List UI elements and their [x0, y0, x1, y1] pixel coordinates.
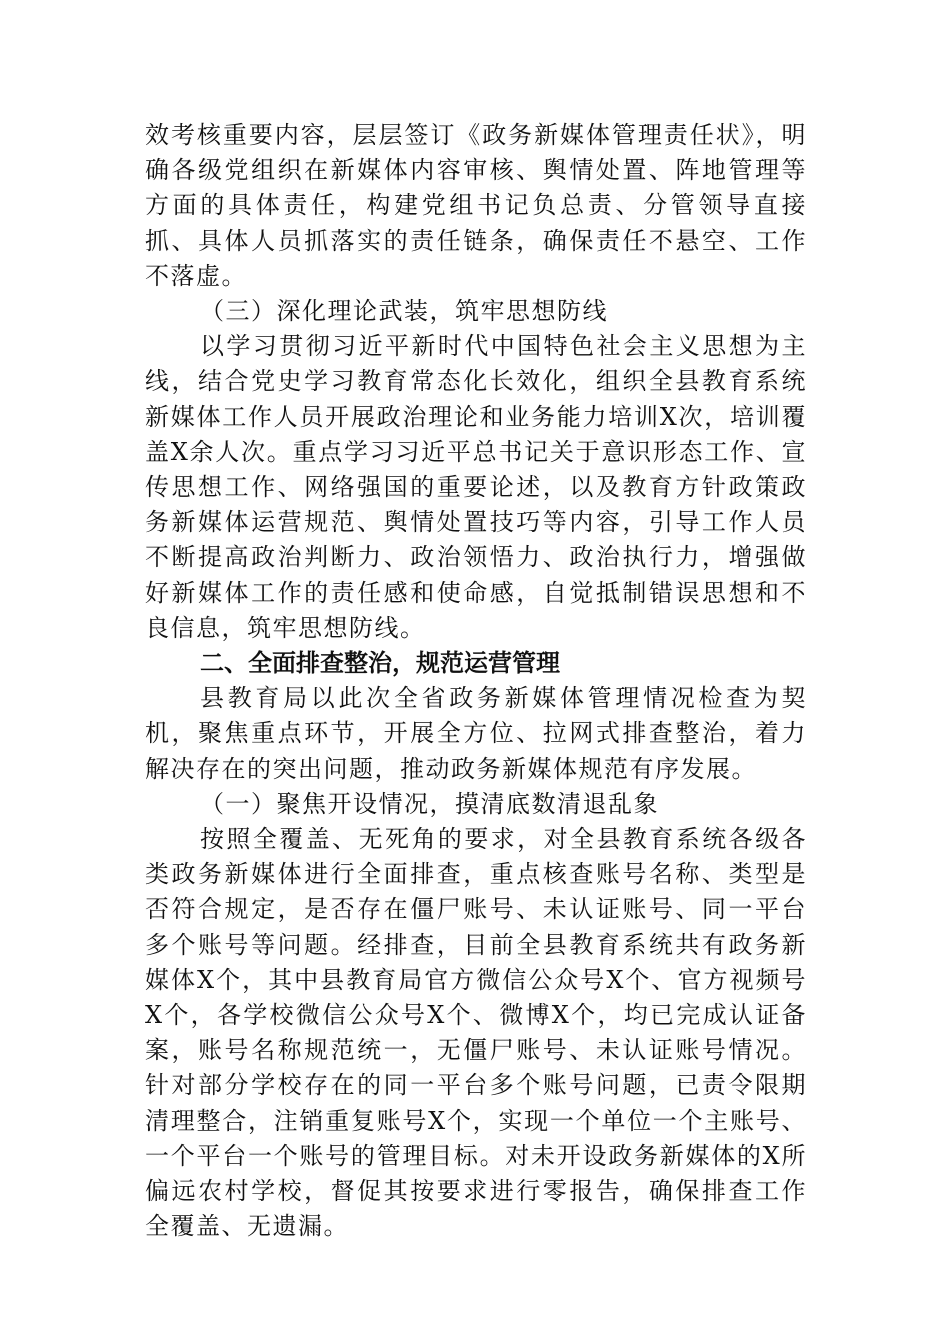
paragraph-theory: 以学习贯彻习近平新时代中国特色社会主义思想为主线，结合党史学习教育常态化长效化，组织全县教育系统新媒体工作人员开展政治理论和业务能力培训X次，培训覆盖X余人次。重点学习习近平总书记关于意识形态工作、宣传思想工作、网络强国的重要论述，以及教育方针政策政务新媒体运营规范、舆情处置技巧等内容，引导工作人员不断提高政治判断力、政治领悟力、政治执行力，增强做好新媒体工作的责任感和使命感，自觉抵制错误思想和不良信息，筑牢思想防线。 — [145, 332, 807, 642]
paragraph-section-two-intro: 县教育局以此次全省政务新媒体管理情况检查为契机，聚焦重点环节，开展全方位、拉网式排查整治，着力解决存在的突出问题，推动政务新媒体规范有序发展。 — [145, 684, 807, 783]
paragraph-responsibility: 效考核重要内容，层层签订《政务新媒体管理责任状》，明确各级党组织在新媒体内容审核、舆情处置、阵地管理等方面的具体责任，构建党组书记负总责、分管领导直接抓、具体人员抓落实的责任链条，确保责任不悬空、工作不落虚。 — [145, 121, 807, 290]
subheading-theory: （三）深化理论武装，筑牢思想防线 — [200, 297, 608, 326]
document-page — [145, 118, 807, 1245]
subheading-accounts: （一）聚焦开设情况，摸清底数清退乱象 — [200, 789, 659, 818]
paragraph-accounts: 按照全覆盖、无死角的要求，对全县教育系统各级各类政务新媒体进行全面排查，重点核查账号名称、类型是否符合规定，是否存在僵尸账号、未认证账号、同一平台多个账号等问题。经排查，目前全县教育系统共有政务新媒体X个，其中县教育局官方微信公众号X个、官方视频号X个，各学校微信公众号X个、微博X个，均已完成认证备案，账号名称规范统一，无僵尸账号、未认证账号情况。针对部分学校存在的同一平台多个账号问题，已责令限期清理整合，注销重复账号X个，实现一个单位一个主账号、一个平台一个账号的管理目标。对未开设政务新媒体的X所偏远农村学校，督促其按要求进行零报告，确保排查工作全覆盖、无遗漏。 — [145, 825, 807, 1241]
heading-section-two: 二、全面排查整治，规范运营管理 — [200, 649, 560, 678]
